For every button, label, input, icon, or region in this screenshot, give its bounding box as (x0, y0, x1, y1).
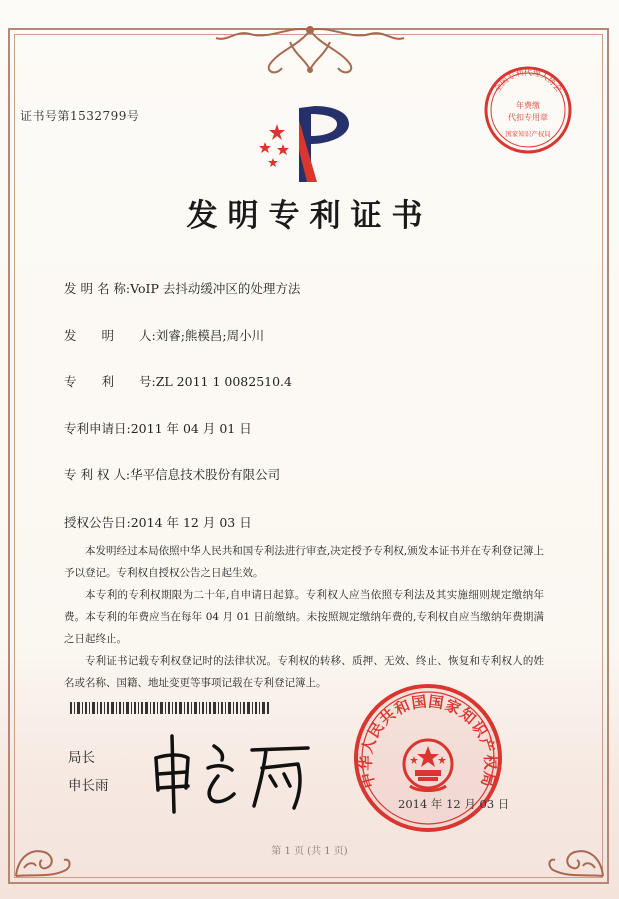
grant-date-value: 2014 年 12 月 03 日 (130, 515, 252, 530)
certificate-title: 发明专利证书 (186, 198, 433, 234)
page-footer: 第 1 页 (共 1 页) (271, 846, 348, 857)
patent-number-value: ZL 2011 1 0082510.4 (155, 374, 292, 389)
grant-date-row (64, 513, 252, 531)
barcode (70, 702, 270, 714)
director-title: 局长 (68, 750, 95, 766)
annual-fee-seal (482, 64, 574, 156)
paragraph-term: 本专利的专利权期限为二十年,自申请日起算。专利权人应当依照专利法及其实施细则规定缴纳年费。本专利的年费应当在每年 04 月 01 日前缴纳。未按照规定缴纳年费的,专利权自应当缴纳年费期满之日起终止。 (64, 589, 544, 645)
annual-fee-seal-line1: 年费缴 (516, 101, 540, 110)
handwritten-signature (148, 728, 318, 818)
certificate-number: 证书号第1532799号 (20, 109, 140, 123)
paragraph-examination: 本发明经过本局依照中华人民共和国专利法进行审查,决定授予专利权,颁发本证书并在专利登记簿上予以登记。专利权自授权公告之日起生效。 (64, 545, 544, 579)
inventor-label: 发 明 人: (64, 328, 156, 343)
annual-fee-seal-ring-text: 全国专利代理人协会 (492, 67, 564, 94)
annual-fee-seal-line3: 国家知识产权局 (505, 130, 551, 138)
official-seal-ring-text: 中华人民共和国国家知识产权局 (356, 692, 500, 790)
patentee-row (64, 465, 280, 483)
paragraph-legal-status: 专利证书记载专利权登记时的法律状况。专利权的转移、质押、无效、终止、恢复和专利权人的姓名或名称、国籍、地址变更等事项记载在专利登记簿上。 (64, 655, 544, 689)
filing-date-label: 专利申请日: (64, 421, 131, 436)
invention-name-label: 发 明 名 称: (64, 281, 131, 296)
patent-number-label: 专 利 号: (64, 374, 156, 389)
seal-date: 2014 年 12 月 03 日 (398, 797, 510, 811)
grant-date-label: 授权公告日: (64, 515, 131, 530)
annual-fee-seal-line2: 代扣专用章 (508, 113, 548, 122)
svg-text:全国专利代理人协会 (492, 67, 564, 94)
invention-name-value: VoIP 去抖动缓冲区的处理方法 (130, 281, 301, 296)
inventor-value: 刘睿;熊模昌;周小川 (155, 328, 265, 343)
inventor-row (64, 326, 264, 344)
sipo-logo (255, 100, 355, 190)
patent-number-row (64, 372, 292, 390)
top-ornament (210, 20, 410, 80)
patentee-label: 专 利 权 人: (64, 467, 131, 482)
patentee-value: 华平信息技术股份有限公司 (130, 467, 281, 482)
filing-date-row (64, 419, 252, 437)
director-name: 申长雨 (68, 778, 109, 794)
filing-date-value: 2011 年 04 月 01 日 (130, 421, 252, 436)
invention-name-row (64, 279, 300, 297)
body-text (64, 540, 544, 694)
